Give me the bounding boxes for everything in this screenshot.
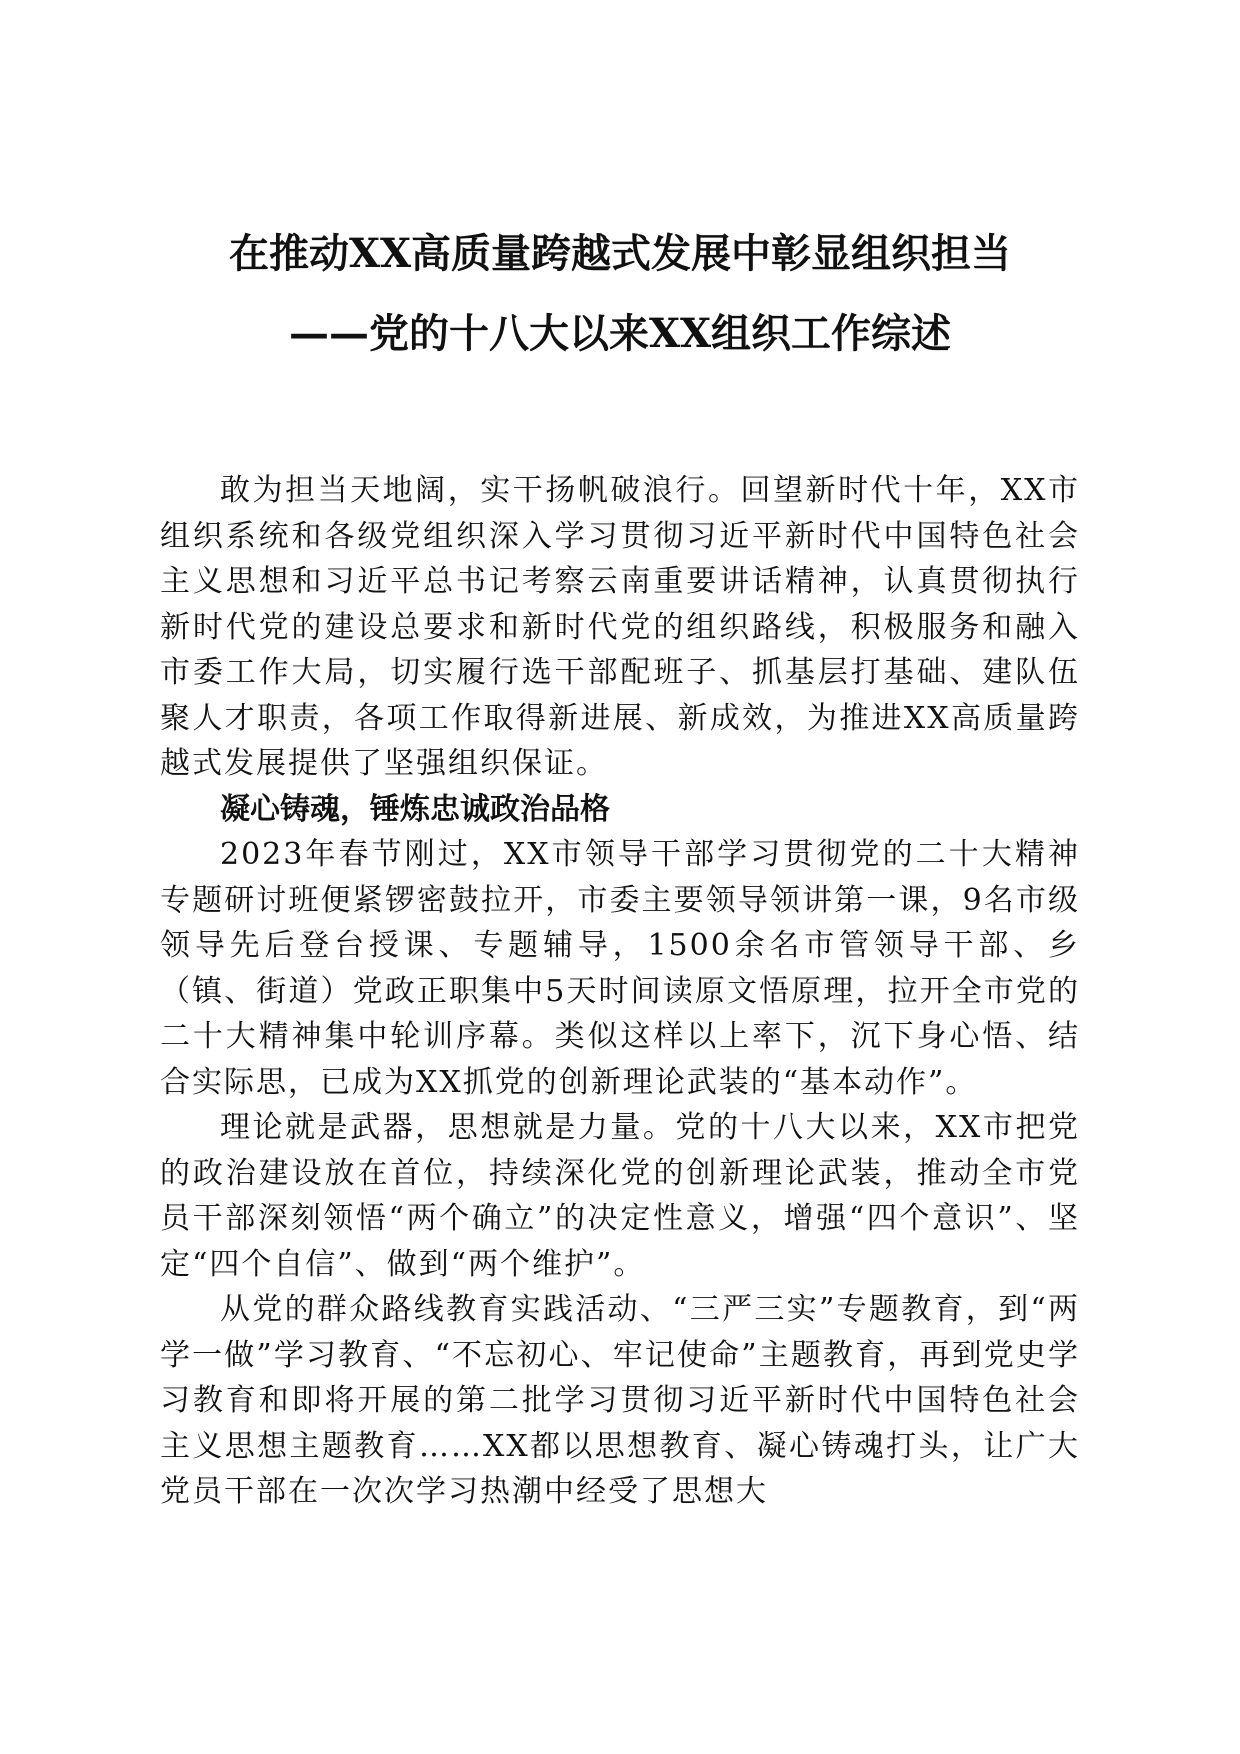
document-subtitle: ——党的十八大以来XX组织工作综述 <box>288 310 952 357</box>
document-title: 在推动XX高质量跨越式发展中彰显组织担当 <box>228 230 1012 277</box>
title-block <box>140 228 1100 360</box>
intro-paragraph: 敢为担当天地阔，实干扬帆破浪行。回望新时代十年，XX市组织系统和各级党组织深入学习贯彻习近平新时代中国特色社会主义思想和习近平总书记考察云南重要讲话精神，认真贯彻执行新时代党的建设总要求和新时代党的组织路线，积极服务和融入市委工作大局，切实履行选干部配班子、抓基层打基础、建队伍聚人才职责，各项工作取得新进展、新成效，为推进XX高质量跨越式发展提供了坚强组织保证。 <box>160 473 1080 781</box>
body-paragraph: 理论就是武器，思想就是力量。党的十八大以来，XX市把党的政治建设放在首位，持续深化党的创新理论武装，推动全市党员干部深刻领悟“两个确立”的决定性意义，增强“四个意识”、坚定“四个自信”、做到“两个维护”。 <box>160 1110 1080 1282</box>
document-body <box>160 468 1080 1515</box>
body-paragraph: 从党的群众路线教育实践活动、“三严三实”专题教育，到“两学一做”学习教育、“不忘初心、牢记使命”主题教育，再到党史学习教育和即将开展的第二批学习贯彻习近平新时代中国特色社会主义思想主题教育……XX都以思想教育、凝心铸魂打头，让广大党员干部在一次次学习热潮中经受了思想大 <box>160 1292 1080 1509</box>
body-paragraph: 2023年春节刚过，XX市领导干部学习贯彻党的二十大精神专题研讨班便紧锣密鼓拉开，市委主要领导领讲第一课，9名市级领导先后登台授课、专题辅导，1500余名市管领导干部、乡（镇、街道）党政正职集中5天时间读原文悟原理，拉开全市党的二十大精神集中轮训序幕。类似这样以上率下，沉下身心悟、结合实际思，已成为XX抓党的创新理论武装的“基本动作”。 <box>160 837 1080 1100</box>
section-heading: 凝心铸魂，锤炼忠诚政治品格 <box>220 791 610 827</box>
